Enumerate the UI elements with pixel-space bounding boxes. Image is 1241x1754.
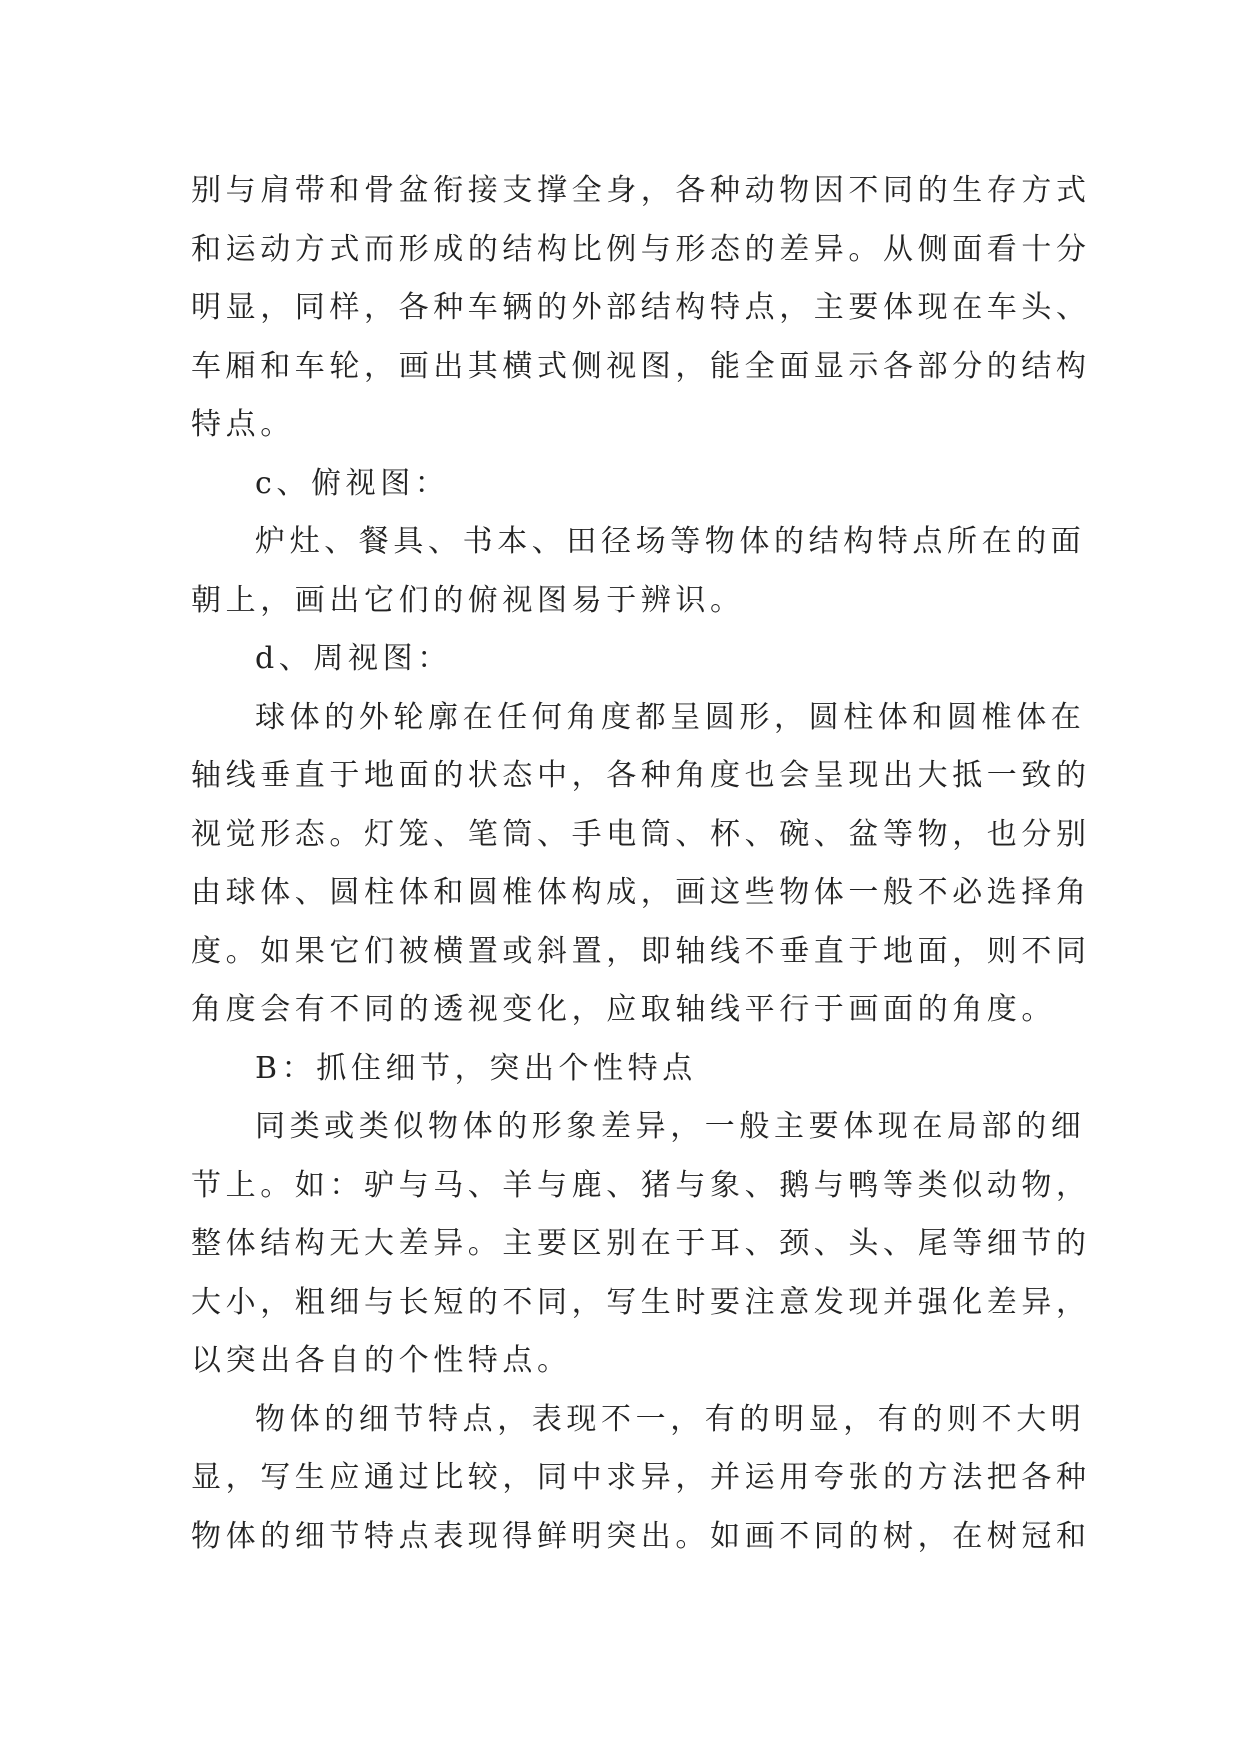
text-line: 和运动方式而形成的结构比例与形态的差异。从侧面看十分 (191, 231, 1091, 267)
text-line: 物体的细节特点，表现不一，有的明显，有的则不大明 (255, 1401, 1086, 1437)
text-line: 朝上，画出它们的俯视图易于辨识。 (191, 582, 745, 618)
text-line: 显，写生应通过比较，同中求异，并运用夸张的方法把各种 (191, 1460, 1091, 1495)
text-line: 度。如果它们被横置或斜置，即轴线不垂直于地面，则不同 (191, 933, 1091, 969)
text-line: 大小，粗细与长短的不同，写生时要注意发现并强化差异， (191, 1284, 1091, 1320)
text-line: B：抓住细节，突出个性特点 (255, 1050, 697, 1086)
text-line: 同类或类似物体的形象差异，一般主要体现在局部的细 (255, 1109, 1086, 1144)
text-line: 明显，同样，各种车辆的外部结构特点，主要体现在车头、 (191, 290, 1091, 325)
text-line: 炉灶、餐具、书本、田径场等物体的结构特点所在的面 (255, 524, 1086, 559)
text-line: 车厢和车轮，画出其横式侧视图，能全面显示各部分的结构 (191, 348, 1091, 384)
text-line: 节上。如：驴与马、羊与鹿、猪与象、鹅与鸭等类似动物， (191, 1167, 1091, 1203)
text-line: 物体的细节特点表现得鲜明突出。如画不同的树，在树冠和 (191, 1518, 1091, 1554)
text-line: 视觉形态。灯笼、笔筒、手电筒、杯、碗、盆等物，也分别 (191, 816, 1091, 852)
text-line: 轴线垂直于地面的状态中，各种角度也会呈现出大抵一致的 (191, 758, 1091, 793)
text-line: 由球体、圆柱体和圆椎体构成，画这些物体一般不必选择角 (191, 875, 1091, 910)
text-line: 角度会有不同的透视变化，应取轴线平行于画面的角度。 (191, 992, 1056, 1027)
document-body (191, 162, 1091, 1566)
text-line: 球体的外轮廓在任何角度都呈圆形，圆柱体和圆椎体在 (255, 699, 1086, 735)
text-line: c、俯视图： (255, 465, 450, 501)
text-line: 特点。 (191, 407, 295, 442)
text-line: 整体结构无大差异。主要区别在于耳、颈、头、尾等细节的 (191, 1226, 1091, 1261)
text-line: d、周视图： (255, 641, 452, 676)
text-line: 别与肩带和骨盆衔接支撑全身，各种动物因不同的生存方式 (191, 173, 1091, 208)
text-line: 以突出各自的个性特点。 (191, 1343, 572, 1378)
